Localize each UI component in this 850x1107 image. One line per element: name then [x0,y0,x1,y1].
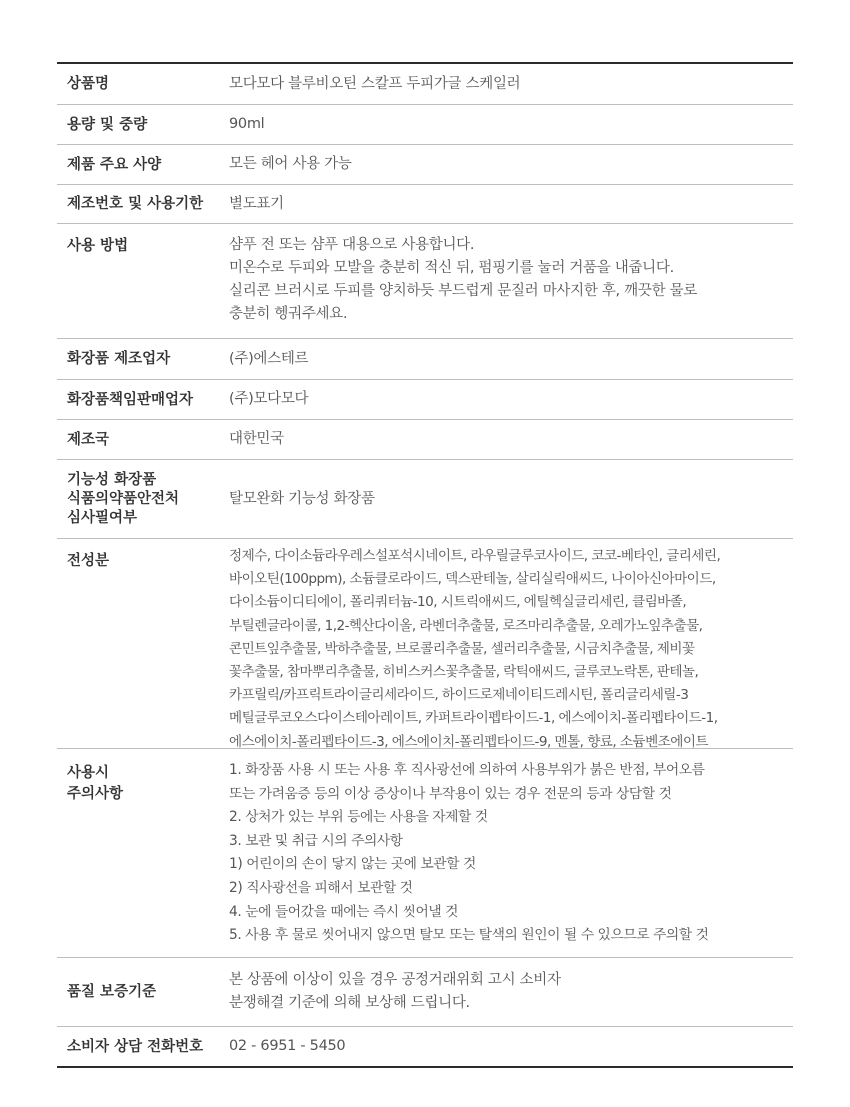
table-row [57,104,793,144]
row-value: 1. 화장품 사용 시 또는 사용 후 직사광선에 의하여 사용부위가 붉은 반점, 부어오름 또는 가려움증 등의 이상 증상이나 부작용이 있는 경우 전문의 등과 상담할 것 2. 상처가 있는 부위 등에는 사용을 자제할 것 3. 보관 및 취급 시의 주의사항 1) 어린이의 손이 닿지 않는 곳에 보관할 것 2) 직사광선을 피해서 보관할 것 4. 눈에 들어갔을 때에는 즉시 씻어낼 것 5. 사용 후 물로 씻어내지 않으면 탈모 또는 탈색의 원인이 될 수 있으므로 주의할 것 [229,762,709,944]
row-label: 사용 방법 [67,238,129,254]
row-value: 정제수, 다이소듐라우레스설포석시네이트, 라우릴글루코사이드, 코코-베타인, 글리세린, 바이오틴(100ppm), 소듐클로라이드, 덱스판테놀, 살리실릭애씨드, 나이아신아마이드, 다이소듐이디티에이, 폴리쿼터늄-10, 시트릭애씨드, 에틸헥실글리세린, 클림바졸, 부틸렌글라이콜, 1,2-헥산다이올, 라벤더추출물, 로즈마리추출물, 오레가노잎추출물, 콘민트잎추출물, 박하추출물, 브로콜리추출물, 셀러리추출물, 시금치추출물, 제비꽃 꽃추출물, 참마뿌리추출물, 히비스커스꽃추출물, 락틱애씨드, 글루코노락톤, 판테놀, 카프릴릭/카프릭트라이글리세라이드, 하이드로제네이티드레시틴, 폴리글리세릴-3 메틸글루코오스다이스테아레이트, 카퍼트라이펩타이드-1, 에스에이치-폴리펩타이드-1, 에스에이치-폴리펩타이드-3, 에스에이치-폴리펩타이드-9, 멘톨, 향료, 소듐벤조에이트 [229,548,721,750]
row-value: 02 - 6951 - 5450 [229,1038,346,1054]
row-value: 본 상품에 이상이 있을 경우 공정거래위회 고시 소비자 분쟁해결 기준에 의해 보상해 드립니다. [229,972,561,1011]
table-row [57,1026,793,1066]
row-label: 제품 주요 사양 [67,156,162,173]
row-label: 품질 보증기준 [67,984,157,1000]
row-label: 전성분 [67,553,110,569]
table-row [57,223,793,338]
table-row [57,338,793,379]
row-value: 모다모다 블루비오틴 스칼프 두피가글 스케일러 [229,75,521,92]
row-value: 별도표기 [229,195,284,212]
row-value: 탈모완화 기능성 화장품 [229,490,375,507]
row-value: 모든 헤어 사용 가능 [229,156,352,172]
table-row [57,64,793,104]
table-row [57,419,793,459]
row-label: 용량 및 중량 [67,116,148,133]
row-value: (주)모다모다 [229,391,309,407]
table-row [57,459,793,538]
row-value: 샴푸 전 또는 샴푸 대용으로 사용합니다. 미온수로 두피와 모발을 충분히 적신 뒤, 펌핑기를 눌러 거품을 내줍니다. 실리콘 브러시로 두피를 양치하듯 부드럽게 문질러 마사지한 후, 깨끗한 물로 충분히 헹궈주세요. [229,237,698,322]
row-value: 90ml [229,116,265,132]
product-info-table [57,62,793,1068]
row-value: (주)에스테르 [229,350,309,367]
row-label: 상품명 [67,76,110,92]
table-row [57,379,793,419]
table-row [57,184,793,223]
row-value: 대한민국 [229,431,284,447]
row-label: 화장품 제조업자 [67,351,171,367]
row-label: 소비자 상담 전화번호 [67,1038,204,1055]
table-row [57,538,793,748]
row-label: 제조번호 및 사용기한 [67,196,204,212]
row-label: 사용시 주의사항 [67,765,124,802]
table-row [57,957,793,1026]
row-label: 화장품책임판매업자 [67,391,194,408]
table-row [57,748,793,957]
table-row [57,144,793,184]
row-label: 제조국 [67,431,110,448]
row-label: 기능성 화장품 식품의약품안전처 심사필여부 [67,471,180,526]
